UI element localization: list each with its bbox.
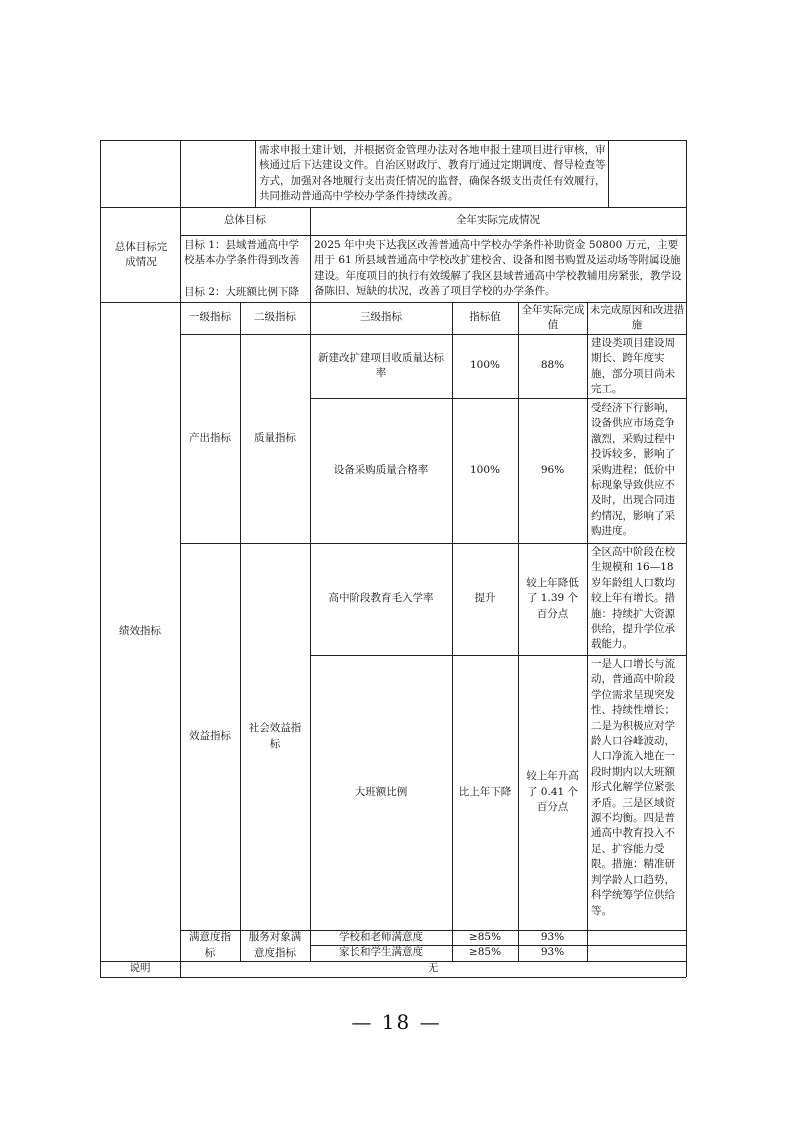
satisfaction-row-1-name: 学校和老师满意度 [339,930,423,943]
output-row-2-name: 设备采购质量合格率 [333,463,429,476]
header-value: 指标值 [469,311,501,324]
benefit-level2: 社会效益指标 [248,722,302,750]
output-row-1-reason: 建设类项目建设周期长、跨年度实施，部分项目尚未完工。 [591,337,675,396]
output-level2: 质量指标 [254,431,296,444]
satisfaction-row-1-reason [587,930,686,945]
benefit-row-2-value: 比上年下降 [458,785,512,798]
satisfaction-row-2-name: 家长和学生满意度 [339,946,423,959]
note-label: 说明 [129,962,151,975]
satisfaction-row-2-actual: 93% [540,946,565,959]
benefit-row-2-reason: 一是人口增长与流动，普通高中阶段学位需求呈现突发性、持续性增长；二是为积极应对学龄人口谷峰波动，人口净流入地在一段时期内以大班额形式化解学位紧张矛盾。三是区域资源不均衡。四是普通高中教育投入不足、扩容能力受限。措施：精准研判学龄人口趋势，科学统筹学位供给等。 [591,658,675,917]
benefit-row-1-value: 提升 [474,592,496,605]
satisfaction-level2: 服务对象满意度指标 [248,931,302,959]
output-row-1-name: 新建改扩建项目收质量达标率 [318,351,444,379]
header-level3: 三级指标 [360,311,402,324]
satisfaction-row-2-reason [587,945,686,961]
satisfaction-level1: 满意度指标 [189,931,231,959]
benefit-row-1-reason: 全区高中阶段在校生规模和 16—18 岁年龄组人口数均较上年有增长。措施：持续扩大资源供给，提升学位承载能力。 [591,546,675,651]
output-row-2-reason: 受经济下行影响，设备供应市场竞争激烈，采购过程中投诉较多，影响了采购进程；低价中标现象导致供应不及时，出现合同违约情况，影响了采购进度。 [591,402,675,538]
output-row-1-actual: 88% [540,359,565,372]
page-number: — 18 — [351,1010,442,1034]
benefit-row-1-actual: 较上年降低了 1.39 个百分点 [526,576,579,620]
perf-label: 绩效指标 [119,624,161,637]
note-value: 无 [427,962,439,975]
header-actual: 全年实际完成值 [521,303,585,331]
output-row-1-value: 100% [469,359,501,372]
overall-actual-header: 全年实际完成情况 [456,214,540,227]
benefit-row-2-name: 大班额比例 [354,785,408,798]
overall-goal-header: 总体目标 [224,214,266,227]
benefit-level1: 效益指标 [189,729,231,742]
satisfaction-row-1-value: ≥85% [468,930,502,943]
benefit-row-1-name: 高中阶段教育毛入学率 [328,592,434,605]
top-row-text: 需求申报土建计划，并根据资金管理办法对各地申报土建项目进行审核，审核通过后下达建设文件。自治区财政厅、教育厅通过定期调度、督导检查等方式，加强对各地履行支出责任情况的监督，确保各级支出责任有效履行，共同推动普通高中学校办学条件持续改善。 [259,144,606,203]
header-level2: 二级指标 [254,311,296,324]
output-row-2-value: 100% [469,463,501,476]
overall-label: 总体目标完成情况 [114,240,168,268]
header-reason: 未完成原因和改进措施 [589,303,685,331]
overall-goal-1: 目标 1：县域普通高中学校基本办学条件得到改善 [184,239,300,267]
satisfaction-row-2-value: ≥85% [468,946,502,959]
benefit-row-2-actual: 较上年升高了 0.41 个百分点 [526,770,579,814]
output-level1: 产出指标 [189,431,231,444]
overall-goal-2: 目标 2：大班额比例下降 [184,286,300,298]
header-level1: 一级指标 [189,311,231,324]
satisfaction-row-1-actual: 93% [540,930,565,943]
output-row-2-actual: 96% [540,463,565,476]
overall-actual-text: 2025 年中央下达我区改善普通高中学校办学条件补助资金 50800 万元，主要用于 61 所县域普通高中学校改扩建校舍、设备和图书购置及运动场等附属设施建设。年度项目的执行有效缓解了我区县域普通高中学校教辅用房紧张，教学设备陈旧、短缺的状况，改善了项目学校的办学条件。 [314,239,682,298]
